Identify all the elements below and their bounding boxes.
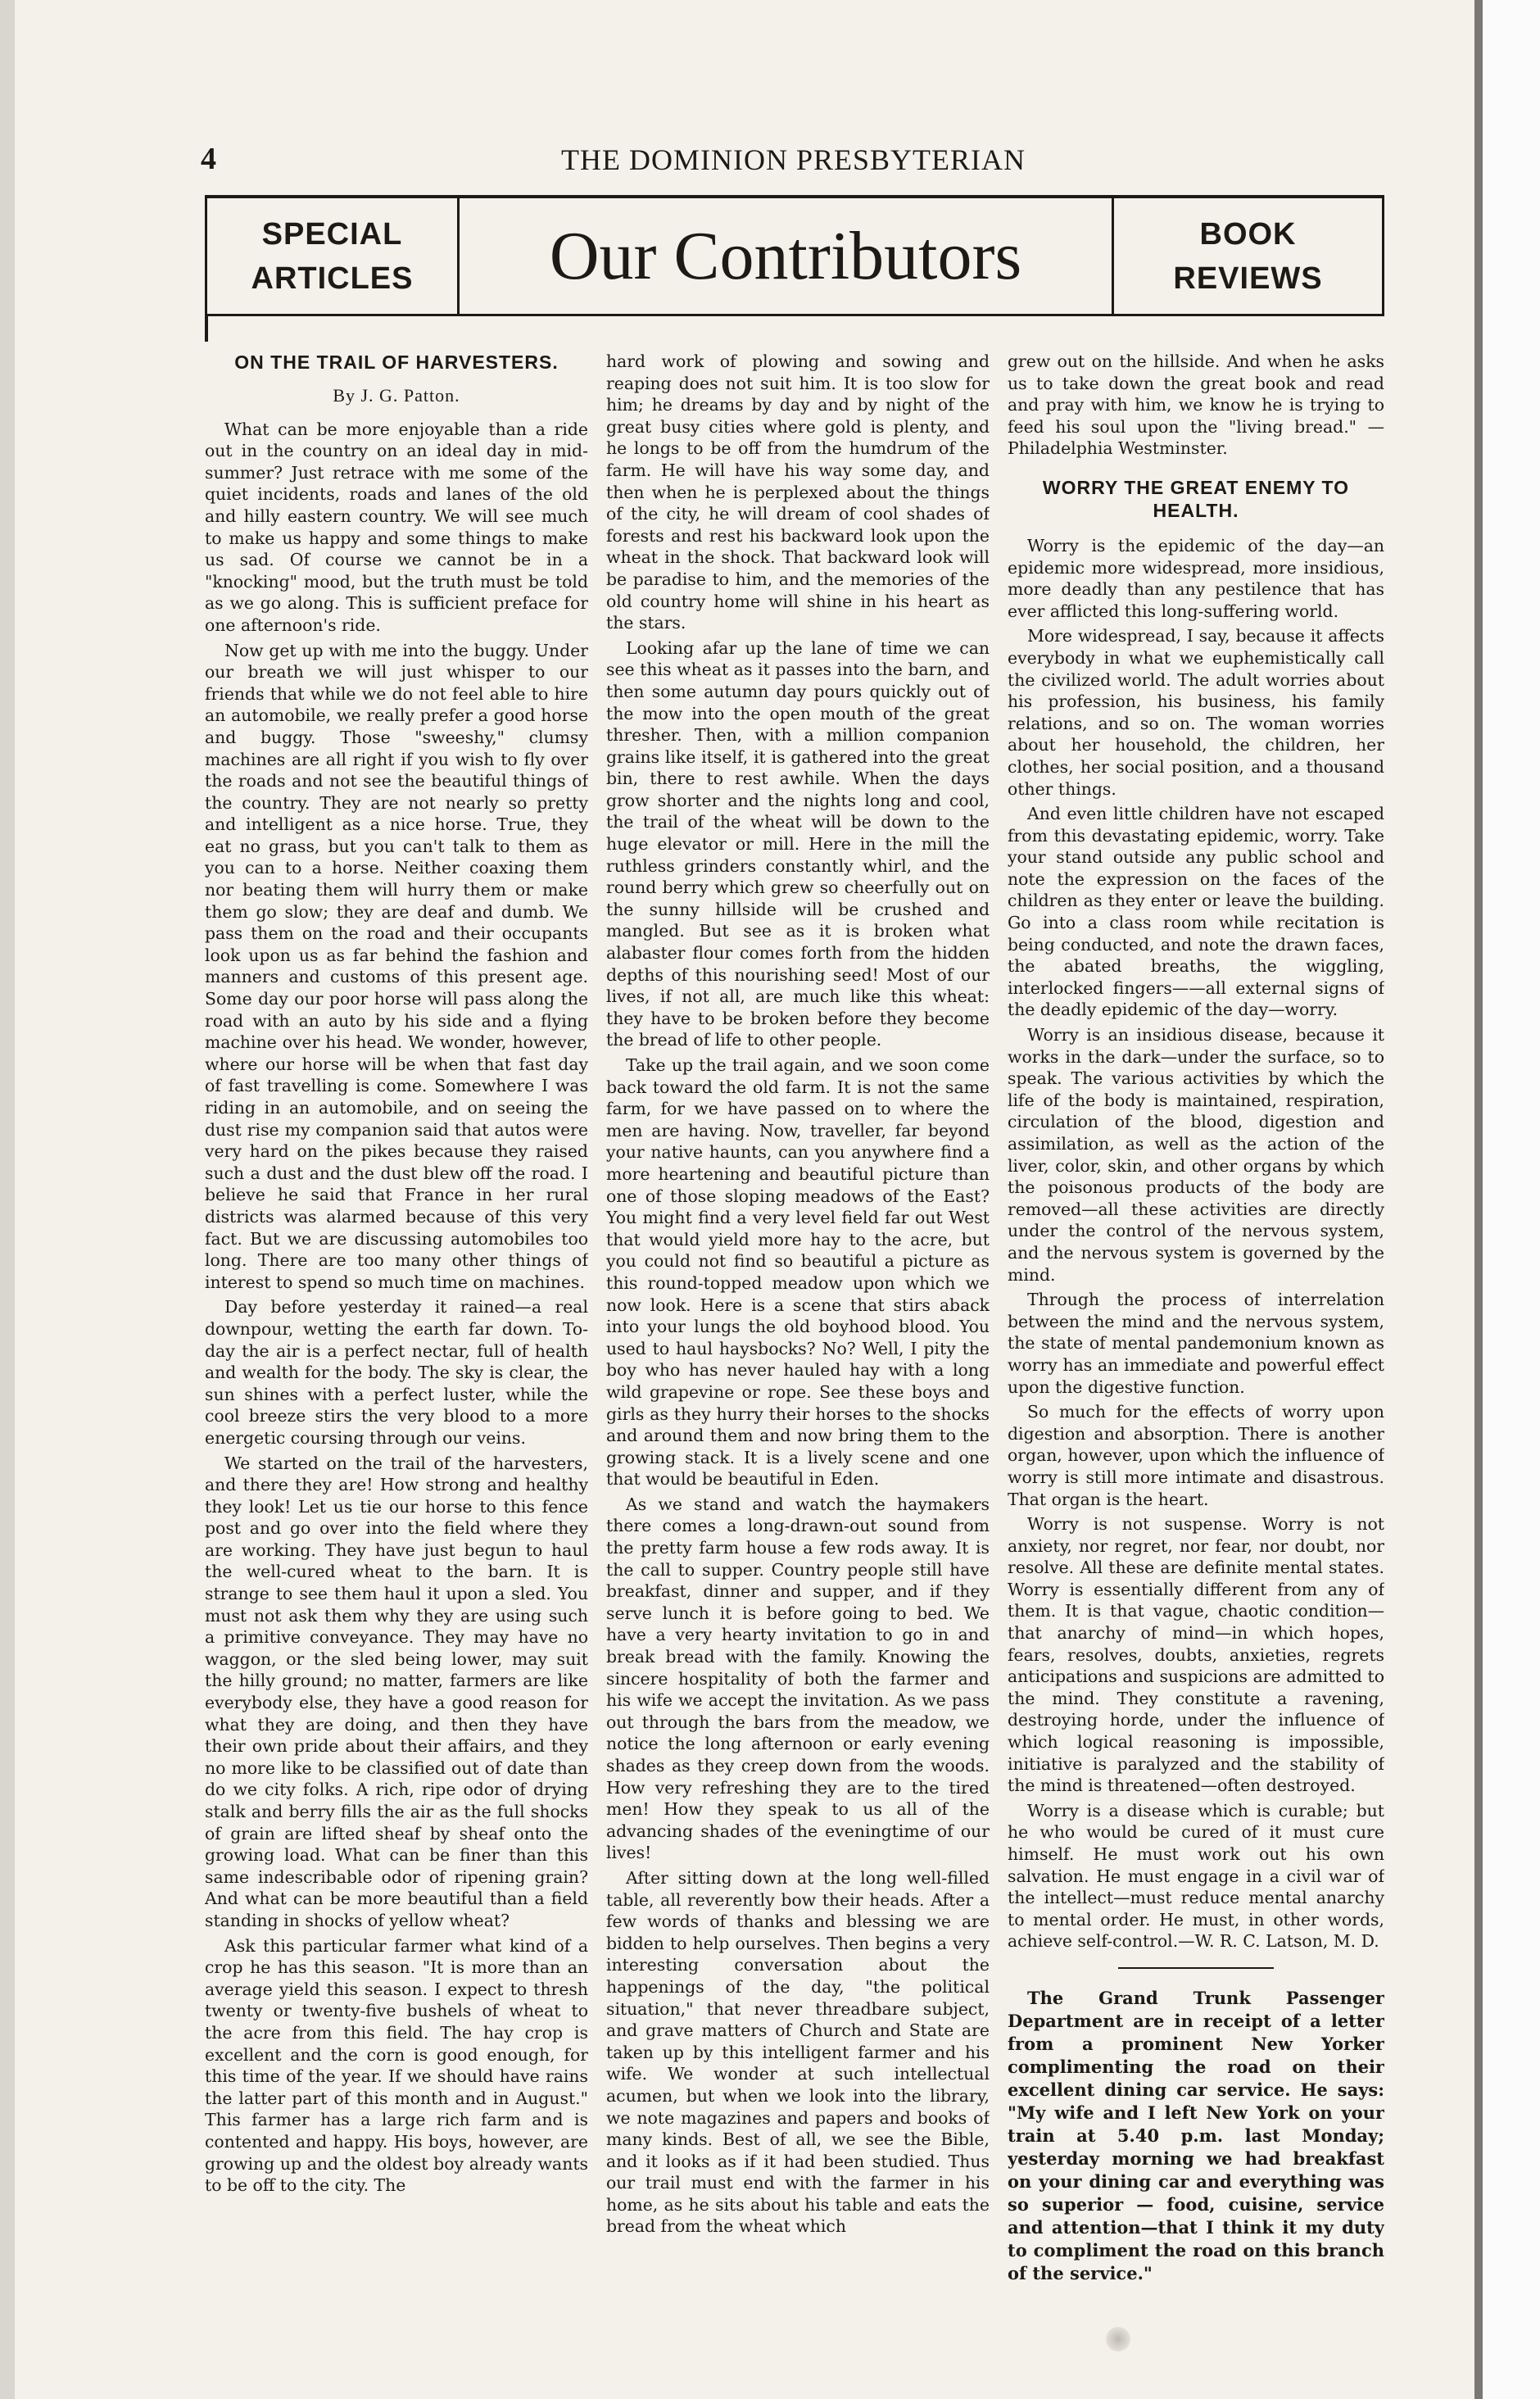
article-paragraph: After sitting down at the long well-filled table, all reverently bow their heads. After a few words of thanks and blessing we are bidden to help ourselves. Then begins a very interesting conversation about the happenings of the day, "the political situation," that never threadbare subject, and grave matters of Church and State are taken up by this intelligent farmer and his wife. We wonder at such intellectual acumen, but when we look into the library, we note magazines and papers and books of many kinds. Best of all, we see the Bible, and it looks as if it had been studied. Thus our trail must end with the farmer in his home, as he sits about his table and eats the bread from the wheat which (606, 1867, 990, 2237)
page-number: 4 (201, 142, 216, 176)
articles-label: ARTICLES (251, 261, 414, 296)
running-head (201, 141, 1405, 185)
article-paragraph: Through the process of interrelation between the mind and the nervous system, the state of mental pandemonium known as worry has an immediate and powerful effect upon the digestive function. (1008, 1290, 1384, 1397)
article-paragraph: So much for the effects of worry upon digestion and absorption. There is another organ, however, upon which the influence of worry is still more intimate and disastrous. That organ is the heart. (1008, 1402, 1384, 1509)
article-paragraph: Worry is not suspense. Worry is not anxiety, nor regret, nor fear, nor doubt, nor resolve. All these are definite mental states. Worry is essentially different from any of them. It is that vague, chaotic condition—that anarchy of mind—in which hopes, fears, resolves, doubts, anxieties, regrets anticipations and suspicions are admitted to the mind. They constitute a ravening, destroying horde, under the influence of which logical reasoning is impossible, initiative is paralyzed and the stability of the mind is threatened—often destroyed. (1008, 1514, 1384, 1796)
article-paragraph: Now get up with me into the buggy. Under our breath we will just whisper to our friends that while we do not feel able to hire an automobile, we really prefer a good horse and buggy. Those "sweeshy," clumsy machines are all right if you wish to fly over the roads and not see the beautiful things of the country. They are not nearly so pretty and intelligent as a nice horse. True, they eat no grass, but you can't talk to them as you can to a horse. Neither coaxing them nor beating them will hurry them or make them go slow; they are deaf and dumb. We pass them on the road and their occupants look upon us as far behind the fashion and manners and customs of this present age. Some day our poor horse will pass along the road with an auto by his side and a flying machine over his head. We wonder, however, where our horse will be when that fast day of fast travelling is come. Somewhere I was riding in an automobile, and on seeing the dust rise my companion said that autos were very hard on the pikes because they raised such a dust and the dust blew off the road. I believe he said that France in her rural districts was alarmed because of this very fact. But we are discussing automobiles too long. There are too many other things of interest to spend so much time on machines. (205, 640, 588, 1292)
article-paragraph: We started on the trail of the harvesters, and there they are! How strong and healthy they look! Let us tie our horse to this fence post and go over into the field where they are working. They have just begun to haul the well-cured wheat to the barn. It is strange to see them haul it upon a sled. You must not ask them why they are using such a primitive conveyance. They may have no waggon, or the sled being lower, may suit the hilly ground; no matter, farmers are like everybody else, they have a good reason for what they are doing, and then they have their own pride about their affairs, and they no more like to be classified out of date than do we city folks. A rich, ripe odor of drying stalk and berry fills the air as the full shocks of grain are lifted sheaf by sheaf onto the growing load. What can be finer than this same indescribable odor of ripening grain? And what can be more beautiful than a field standing in shocks of yellow wheat? (205, 1453, 588, 1930)
scan-right-edge (1474, 0, 1540, 2399)
section-divider (1118, 1967, 1274, 1969)
article-paragraph: Looking afar up the lane of time we can see this wheat as it passes into the barn, and then some autumn day pours quickly out of the mow into the open mouth of the great thresher. Then, with a million companion grains like itself, it is gathered into the great bin, there to rest awhile. When the days grow shorter and the nights long and cool, the trail of the wheat will be down to the huge elevator or mill. Here in the mill the ruthless grinders constantly whirl, and the round berry which grew so cheerfully out on the sunny hillside will be crushed and mangled. But see as it is broken what alabaster flour comes forth from the hidden depths of this nourishing seed! Most of our lives, if not all, are much like this wheat: they have to be broken before they become the bread of life to other people. (606, 637, 990, 1050)
scan-left-edge (0, 0, 15, 2399)
article-headline: WORRY THE GREAT ENEMY TO HEALTH. (1042, 476, 1350, 521)
book-reviews-box (1112, 198, 1382, 314)
article-paragraph: And even little children have not escaped from this devastating epidemic, worry. Take your stand outside any public school and note the expression on the faces of the children as they enter or leave the building. Go into a class room while recitation is being conducted, and note the drawn faces, the abated breaths, the wiggling, interlocked fingers——all external signs of the deadly epidemic of the day—worry. (1008, 804, 1384, 1020)
article-paragraph: More widespread, I say, because it affects everybody in what we euphemistically call the civilized world. The adult worries about his profession, his business, his family relations, and so on. The woman worries about her household, the children, her clothes, her social position, and a thousand other things. (1008, 626, 1384, 799)
section-banner (205, 195, 1384, 316)
article-paragraph: grew out on the hillside. And when he asks us to take down the great book and read and pray with him, we know he is trying to feed his soul upon the "living bread." —Philadelphia Westminster. (1008, 351, 1384, 459)
book-label: BOOK (1199, 216, 1297, 252)
column-3 (1008, 351, 1384, 2350)
article-paragraph: What can be more enjoyable than a ride out in the country on an ideal day in mid-summer? Just retrace with me some of the quiet incidents, roads and lanes of the old and hilly eastern country. We will see much to make us happy and some things to make us sad. Of course we cannot be in a "knocking" mood, but the truth must be told as we go along. This is sufficient preface for one afternoon's ride. (205, 419, 588, 635)
article-paragraph: Worry is the epidemic of the day—an epidemic more widespread, more insidious, more deadly than any pestilence that has ever afflicted this long-suffering world. (1008, 535, 1384, 621)
article-paragraph: Day before yesterday it rained—a real downpour, wetting the earth far down. To-day the air is a perfect nectar, full of health and wealth for the body. The sky is clear, the sun shines with a perfect luster, while the cool breeze stirs the very blood to a more energetic coursing through our veins. (205, 1297, 588, 1448)
publication-title: THE DOMINION PRESBYTERIAN (561, 143, 1026, 176)
special-articles-box (207, 198, 460, 314)
article-paragraph: As we stand and watch the haymakers there comes a long-drawn-out sound from the pretty farm house a few rods away. It is the call to supper. Country people still have breakfast, dinner and supper, and if they serve lunch it is before going to bed. We have a very hearty invitation to go in and break bread with the family. Knowing the sincere hospitality of both the farmer and his wife we accept the invitation. As we pass out through the bars from the meadow, we notice the long afternoon or early evening shades as they creep down from the woods. How very refreshing they are to the tired men! How they speak to us all of the advancing shades of the eveningtime of our lives! (606, 1494, 990, 1863)
column-2 (606, 351, 990, 2350)
article-paragraph: Ask this particular farmer what kind of a crop he has this season. "It is more than an average yield this season. I expect to thresh twenty or twenty-five bushels of wheat to the acre from this field. The hay crop is excellent and the corn is good enough, for this time of the year. If we should have rains the latter part of this month and in August." This farmer has a large rich farm and is contented and happy. His boys, however, are growing up and the oldest boy already wants to be off to the city. The (205, 1935, 588, 2196)
article-paragraph: hard work of plowing and sowing and reaping does not suit him. It is too slow for him; he dreams by day and by night of the great busy cities where gold is plenty, and he longs to be off from the humdrum of the farm. He will have his way some day, and then when he is perplexed about the things of the city, he will dream of cool shades of forests and rest his backward look upon the wheat in the shock. That backward look will be paradise to him, and the memories of the old country home will shine in his heart as the stars. (606, 351, 990, 633)
article-paragraph: Take up the trail again, and we soon come back toward the old farm. It is not the same farm, for we have passed on to where the men are having. Now, traveller, far beyond your native haunts, can you anywhere find a more heartening and beautiful picture than one of those sloping meadows of the East? You might find a very level field far out West that would yield more hay to the acre, but you could not find so beautiful a picture as this round-topped meadow upon which we now look. Here is a scene that stirs aback into your lungs the old boyhood blood. You used to haul haysbocks? No? Well, I pity the boy who has never hauled hay with a long wild grapevine or rope. See these boys and girls as they hurry their horses to the shocks and around them and now bring them to the growing stack. It is a lively scene and one that would be beautiful in Eden. (606, 1055, 990, 1490)
section-title: Our Contributors (549, 218, 1022, 294)
special-label: SPECIAL (261, 216, 403, 252)
reviews-label: REVIEWS (1173, 261, 1323, 296)
railway-notice: The Grand Trunk Passenger Department are in receipt of a letter from a prominent New Yorker complimenting the road on their excellent dining car service. He says: "My wife and I left New York on your train at 5.40 p.m. last Monday; yesterday morning we had breakfast on your dining car and everything was so superior — food, cuisine, service and attention—that I think it my duty to compliment the road on this branch of the service." (1008, 1987, 1384, 2283)
ink-smudge (1106, 2327, 1130, 2351)
column-1 (205, 351, 588, 2350)
banner-rule (205, 315, 208, 342)
article-headline: ON THE TRAIL OF HARVESTERS. (234, 351, 559, 373)
article-paragraph: Worry is a disease which is curable; but he who would be cured of it must cure himself. He must work out his own salvation. He must engage in a civil war of the intellect—must reduce mental anarchy to mental order. He must, in other words, achieve self-control.—W. R. C. Latson, M. D. (1008, 1800, 1384, 1952)
article-paragraph: Worry is an insidious disease, because it works in the dark—under the surface, so to speak. The various activities by which the life of the body is maintained, respiration, circulation of the blood, digestion and assimilation, as well as the action of the liver, color, skin, and other organs by which the poisonous products of the body are removed—all these activities are directly under the control of the nervous system, and the nervous system is governed by the mind. (1008, 1025, 1384, 1285)
article-byline: By J. G. Patton. (333, 385, 460, 406)
